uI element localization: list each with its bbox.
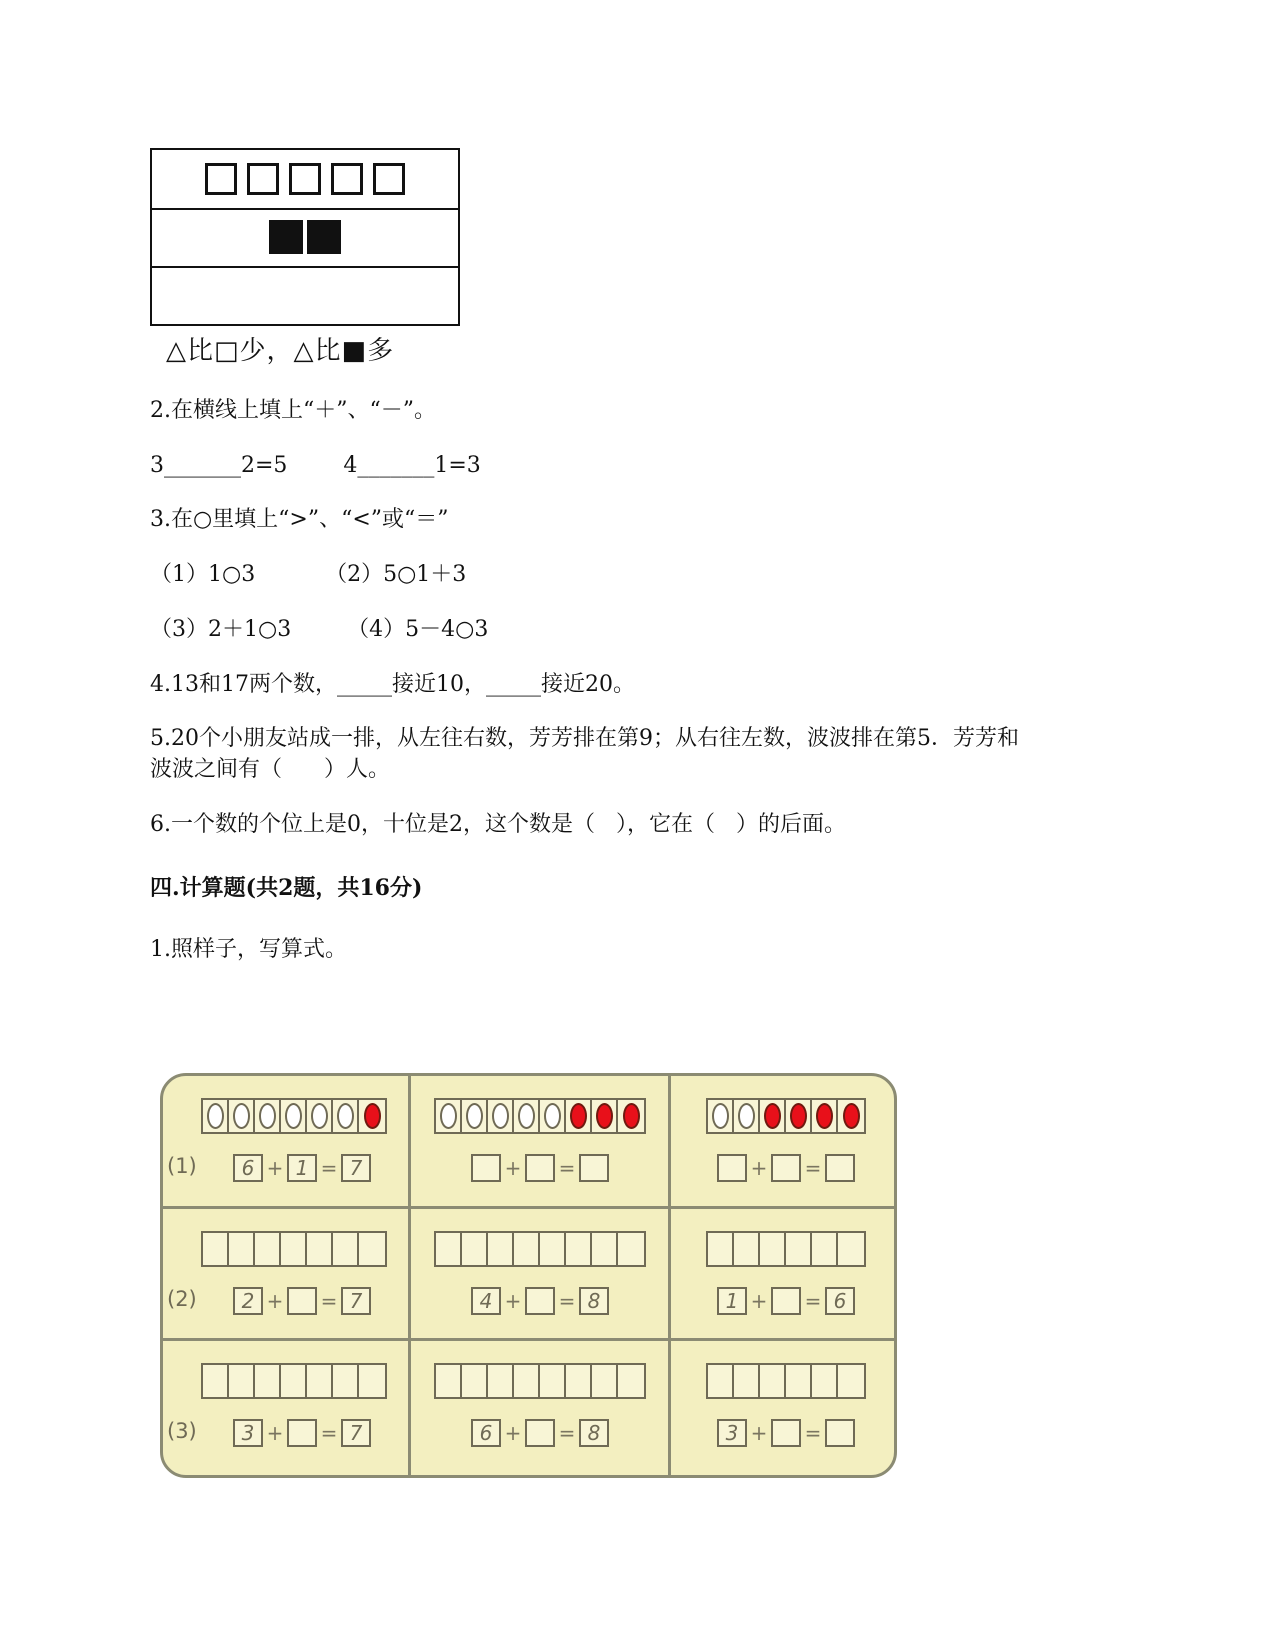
hollow-squares-row	[152, 150, 458, 210]
frame-cell	[760, 1365, 786, 1397]
plus-sign: +	[266, 1156, 284, 1180]
equation	[717, 1287, 855, 1315]
number-box: 6	[471, 1419, 501, 1447]
hollow-square	[331, 163, 363, 195]
number-box: 1	[287, 1154, 317, 1182]
row-label: (3)	[167, 1419, 197, 1443]
equals-sign: =	[558, 1289, 576, 1313]
frame-cell	[734, 1233, 760, 1265]
grid-divider	[408, 1076, 411, 1475]
equals-sign: =	[558, 1156, 576, 1180]
equals-sign: =	[320, 1156, 338, 1180]
frame-cell	[592, 1100, 618, 1132]
grid-divider	[163, 1206, 894, 1209]
counting-frame	[201, 1231, 387, 1267]
plus-sign: +	[750, 1289, 768, 1313]
frame-cell	[359, 1365, 385, 1397]
frame-cell	[229, 1365, 255, 1397]
equals-sign: =	[320, 1289, 338, 1313]
question-5-line-1: 5.20个小朋友站成一排，从左往右数，芳芳排在第9；从右往左数，波波排在第5．芳芳和	[150, 726, 1019, 751]
frame-cell	[618, 1365, 644, 1397]
section-4-question-1: 1.照样子，写算式。	[150, 937, 347, 962]
frame-cell	[514, 1233, 540, 1265]
white-counter	[311, 1103, 328, 1129]
frame-cell	[488, 1233, 514, 1265]
answer-box[interactable]	[287, 1287, 317, 1315]
question-3-title: 3.在○里填上“>”、“<”或“＝”	[150, 507, 449, 532]
frame-cell	[514, 1100, 540, 1132]
question-6: 6.一个数的个位上是0，十位是2，这个数是（ ），它在（ ）的后面。	[150, 812, 846, 837]
number-box: 4	[471, 1287, 501, 1315]
plus-sign: +	[750, 1156, 768, 1180]
plus-sign: +	[750, 1421, 768, 1445]
red-counter	[364, 1103, 381, 1129]
question-5-line-2: 波波之间有（ ）人。	[150, 757, 390, 782]
equation	[717, 1419, 855, 1447]
red-counter	[816, 1103, 833, 1129]
frame-cell	[566, 1100, 592, 1132]
frame-cell	[618, 1100, 644, 1132]
white-counter	[518, 1103, 535, 1129]
equals-sign: =	[804, 1156, 822, 1180]
frame-cell	[436, 1233, 462, 1265]
white-counter	[440, 1103, 457, 1129]
plus-sign: +	[504, 1289, 522, 1313]
white-counter	[738, 1103, 755, 1129]
white-counter	[466, 1103, 483, 1129]
counting-frame	[434, 1098, 646, 1134]
equation	[471, 1287, 609, 1315]
number-box: 6	[825, 1287, 855, 1315]
section-4-title: 四.计算题(共2题，共16分)	[150, 875, 423, 901]
row-label: (2)	[167, 1287, 197, 1311]
counting-frame	[201, 1363, 387, 1399]
red-counter	[570, 1103, 587, 1129]
counting-frame	[434, 1231, 646, 1267]
frame-cell	[812, 1233, 838, 1265]
plus-sign: +	[504, 1156, 522, 1180]
frame-cell	[812, 1365, 838, 1397]
answer-box[interactable]	[525, 1154, 555, 1182]
frame-cell	[708, 1100, 734, 1132]
frame-cell	[812, 1100, 838, 1132]
answer-box[interactable]	[471, 1154, 501, 1182]
frame-cell	[708, 1365, 734, 1397]
frame-cell	[488, 1365, 514, 1397]
grid-divider	[668, 1076, 671, 1475]
number-box: 1	[717, 1287, 747, 1315]
counting-frame	[706, 1098, 866, 1134]
frame-cell	[436, 1100, 462, 1132]
figure-caption: △比□少，△比■多	[166, 336, 395, 366]
frame-cell	[566, 1365, 592, 1397]
frame-cell	[255, 1233, 281, 1265]
white-counter	[285, 1103, 302, 1129]
frame-cell	[281, 1100, 307, 1132]
equation	[471, 1419, 609, 1447]
hollow-square	[247, 163, 279, 195]
frame-cell	[333, 1365, 359, 1397]
frame-cell	[760, 1233, 786, 1265]
frame-cell	[786, 1100, 812, 1132]
counting-frame	[434, 1363, 646, 1399]
answer-box[interactable]	[525, 1287, 555, 1315]
answer-box[interactable]	[825, 1154, 855, 1182]
frame-cell	[462, 1233, 488, 1265]
plus-sign: +	[504, 1421, 522, 1445]
row-label: (1)	[167, 1154, 197, 1178]
frame-cell	[359, 1100, 385, 1132]
frame-cell	[838, 1365, 864, 1397]
frame-cell	[618, 1233, 644, 1265]
white-counter	[207, 1103, 224, 1129]
frame-cell	[333, 1233, 359, 1265]
answer-box[interactable]	[825, 1419, 855, 1447]
frame-cell	[255, 1365, 281, 1397]
frame-cell	[307, 1233, 333, 1265]
red-counter	[843, 1103, 860, 1129]
equals-sign: =	[558, 1421, 576, 1445]
frame-cell	[786, 1365, 812, 1397]
white-counter	[337, 1103, 354, 1129]
counting-frame	[201, 1098, 387, 1134]
number-box: 2	[233, 1287, 263, 1315]
frame-cell	[708, 1233, 734, 1265]
red-counter	[790, 1103, 807, 1129]
grid-divider	[163, 1338, 894, 1341]
frame-cell	[359, 1233, 385, 1265]
number-box: 7	[341, 1287, 371, 1315]
frame-cell	[203, 1100, 229, 1132]
frame-cell	[462, 1100, 488, 1132]
number-box: 8	[579, 1287, 609, 1315]
number-box: 3	[717, 1419, 747, 1447]
question-3-row-2: （3）2＋1○3 （4）5－4○3	[150, 617, 489, 642]
white-counter	[233, 1103, 250, 1129]
frame-cell	[307, 1100, 333, 1132]
frame-cell	[333, 1100, 359, 1132]
answer-box[interactable]	[287, 1419, 317, 1447]
frame-cell	[255, 1100, 281, 1132]
equation	[233, 1287, 371, 1315]
ten-frame-equation-grid	[160, 1073, 897, 1478]
question-2-items: 3_______2=5 4_______1=3	[150, 453, 481, 478]
answer-box[interactable]	[771, 1154, 801, 1182]
comparison-figure	[150, 148, 460, 326]
frame-cell	[281, 1365, 307, 1397]
frame-cell	[592, 1365, 618, 1397]
equals-sign: =	[320, 1421, 338, 1445]
plus-sign: +	[266, 1421, 284, 1445]
hollow-square	[373, 163, 405, 195]
frame-cell	[229, 1100, 255, 1132]
equation	[471, 1154, 609, 1182]
answer-box[interactable]	[771, 1419, 801, 1447]
question-2-title: 2.在横线上填上“＋”、“－”。	[150, 398, 436, 423]
filled-square	[307, 220, 341, 254]
number-box: 3	[233, 1419, 263, 1447]
filled-squares-row	[152, 208, 458, 268]
frame-cell	[734, 1365, 760, 1397]
answer-box[interactable]	[771, 1287, 801, 1315]
frame-cell	[540, 1365, 566, 1397]
plus-sign: +	[266, 1289, 284, 1313]
frame-cell	[203, 1365, 229, 1397]
white-counter	[492, 1103, 509, 1129]
triangles-answer-row	[152, 266, 458, 324]
answer-box[interactable]	[579, 1154, 609, 1182]
white-counter	[259, 1103, 276, 1129]
red-counter	[623, 1103, 640, 1129]
equation	[233, 1154, 371, 1182]
white-counter	[712, 1103, 729, 1129]
answer-box[interactable]	[717, 1154, 747, 1182]
frame-cell	[838, 1233, 864, 1265]
frame-cell	[514, 1365, 540, 1397]
counting-frame	[706, 1363, 866, 1399]
equation	[233, 1419, 371, 1447]
frame-cell	[307, 1365, 333, 1397]
frame-cell	[838, 1100, 864, 1132]
equals-sign: =	[804, 1289, 822, 1313]
number-box: 6	[233, 1154, 263, 1182]
number-box: 8	[579, 1419, 609, 1447]
hollow-square	[205, 163, 237, 195]
frame-cell	[540, 1233, 566, 1265]
frame-cell	[229, 1233, 255, 1265]
filled-square	[269, 220, 303, 254]
frame-cell	[436, 1365, 462, 1397]
answer-box[interactable]	[525, 1419, 555, 1447]
frame-cell	[488, 1100, 514, 1132]
red-counter	[596, 1103, 613, 1129]
question-3-row-1: （1）1○3 （2）5○1＋3	[150, 562, 467, 587]
frame-cell	[540, 1100, 566, 1132]
frame-cell	[281, 1233, 307, 1265]
number-box: 7	[341, 1154, 371, 1182]
equation	[717, 1154, 855, 1182]
frame-cell	[760, 1100, 786, 1132]
red-counter	[764, 1103, 781, 1129]
white-counter	[544, 1103, 561, 1129]
hollow-square	[289, 163, 321, 195]
counting-frame	[706, 1231, 866, 1267]
number-box: 7	[341, 1419, 371, 1447]
frame-cell	[462, 1365, 488, 1397]
frame-cell	[734, 1100, 760, 1132]
question-4: 4.13和17两个数，_____接近10，_____接近20。	[150, 672, 635, 697]
frame-cell	[786, 1233, 812, 1265]
frame-cell	[203, 1233, 229, 1265]
frame-cell	[566, 1233, 592, 1265]
equals-sign: =	[804, 1421, 822, 1445]
frame-cell	[592, 1233, 618, 1265]
